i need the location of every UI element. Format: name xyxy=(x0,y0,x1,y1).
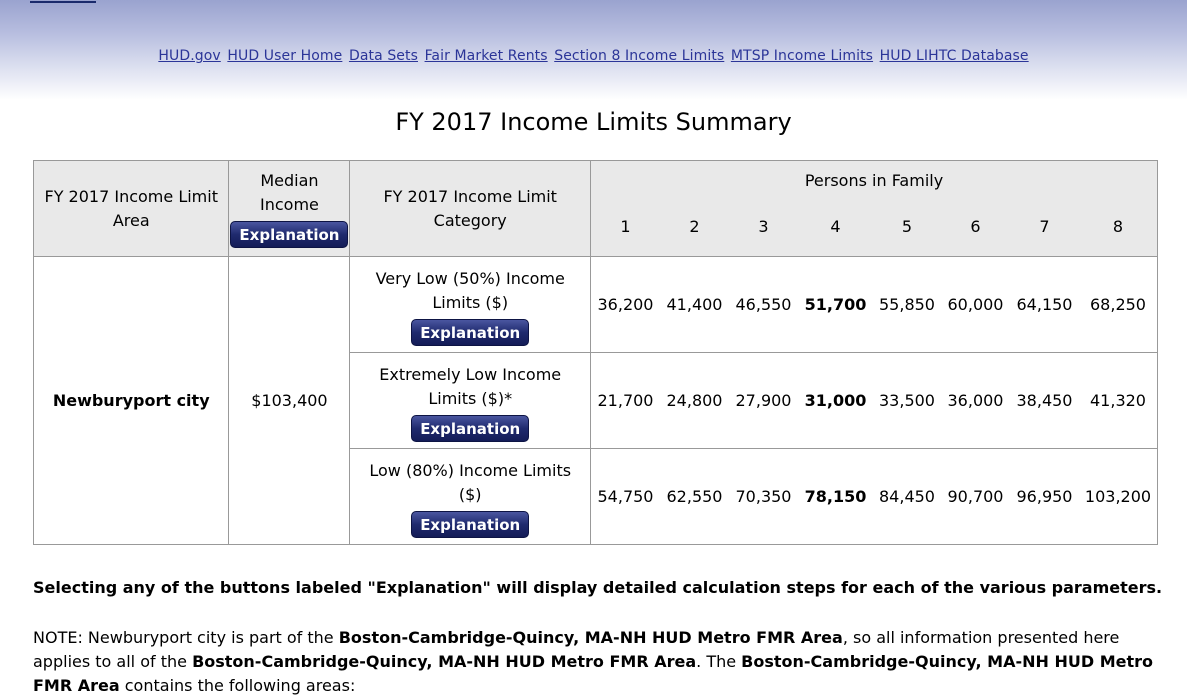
income-limits-table xyxy=(33,160,1158,545)
hud-user-logo[interactable] xyxy=(30,0,96,3)
nav-link-hud-user-home[interactable]: HUD User Home xyxy=(227,48,343,64)
area-name-cell: Newburyport city xyxy=(34,257,229,545)
header-income-limit-category xyxy=(350,161,591,257)
value-6-person: 60,000 xyxy=(947,295,1004,314)
value-5-person: 84,450 xyxy=(879,487,935,506)
header-category-label: FY 2017 Income Limit Category xyxy=(383,186,557,230)
note-mid-1: , so all information presented here applies to all of the xyxy=(33,628,1120,671)
nav-link-hud-lihtc-database[interactable]: HUD LIHTC Database xyxy=(879,48,1029,64)
values-cell xyxy=(591,449,1158,545)
value-8-person: 68,250 xyxy=(1090,295,1146,314)
value-1-person: 54,750 xyxy=(597,487,654,506)
value-6-person: 36,000 xyxy=(947,391,1004,410)
value-4-person: 78,150 xyxy=(804,487,867,506)
note-fmr-area-2: Boston-Cambridge-Quincy, MA-NH HUD Metro FMR Area xyxy=(192,652,697,671)
value-6-person: 90,700 xyxy=(947,487,1004,506)
value-4-person: 31,000 xyxy=(804,391,867,410)
persons-in-family-title: Persons in Family xyxy=(804,171,944,190)
value-3-person: 46,550 xyxy=(735,295,792,314)
category-cell-extremely-low xyxy=(350,353,591,449)
category-label: Extremely Low Income Limits ($)* xyxy=(379,365,562,408)
very-low-explanation-button[interactable]: Explanation xyxy=(411,319,529,346)
value-7-person: 38,450 xyxy=(1016,391,1073,410)
value-8-person: 41,320 xyxy=(1090,391,1146,410)
value-7-person: 64,150 xyxy=(1016,295,1073,314)
fmr-area-note xyxy=(33,626,1163,698)
value-8-person: 103,200 xyxy=(1084,487,1152,506)
top-navigation xyxy=(0,48,1187,64)
value-5-person: 33,500 xyxy=(879,391,935,410)
header-income-limit-area: FY 2017 Income Limit Area xyxy=(34,161,229,257)
persons-col-2: 2 xyxy=(689,217,700,236)
header-median-income xyxy=(229,161,350,257)
value-3-person: 27,900 xyxy=(735,391,792,410)
note-fmr-area-3: Boston-Cambridge-Quincy, MA-NH HUD Metro FMR Area xyxy=(33,652,1153,695)
value-5-person: 55,850 xyxy=(879,295,935,314)
value-1-person: 36,200 xyxy=(597,295,654,314)
note-prefix: NOTE: Newburyport city is part of the xyxy=(33,628,339,647)
value-2-person: 62,550 xyxy=(666,487,723,506)
persons-col-4: 4 xyxy=(830,217,841,236)
persons-col-6: 6 xyxy=(970,217,981,236)
note-mid-2: . The xyxy=(696,652,742,671)
explanation-footnote: Selecting any of the buttons labeled "Explanation" will display detailed calculation steps for each of the various parameters. xyxy=(33,578,1163,597)
persons-col-1: 1 xyxy=(620,217,631,236)
category-label: Low (80%) Income Limits ($) xyxy=(369,461,572,504)
value-4-person: 51,700 xyxy=(804,295,867,314)
nav-link-hud-gov[interactable]: HUD.gov xyxy=(158,48,221,64)
persons-col-8: 8 xyxy=(1112,217,1124,236)
header-median-line1: Median xyxy=(260,171,319,190)
values-cell xyxy=(591,353,1158,449)
extremely-low-explanation-button[interactable]: Explanation xyxy=(411,415,529,442)
value-7-person: 96,950 xyxy=(1016,487,1073,506)
median-income-cell: $103,400 xyxy=(229,257,350,545)
persons-col-7: 7 xyxy=(1039,217,1050,236)
nav-link-data-sets[interactable]: Data Sets xyxy=(348,48,418,64)
nav-link-mtsp-income-limits[interactable]: MTSP Income Limits xyxy=(730,48,874,64)
category-cell-very-low xyxy=(350,257,591,353)
value-1-person: 21,700 xyxy=(597,391,654,410)
value-2-person: 24,800 xyxy=(666,391,723,410)
nav-link-fair-market-rents[interactable]: Fair Market Rents xyxy=(424,48,548,64)
page-title: FY 2017 Income Limits Summary xyxy=(395,108,792,136)
value-2-person: 41,400 xyxy=(666,295,723,314)
note-fmr-area-1: Boston-Cambridge-Quincy, MA-NH HUD Metro FMR Area xyxy=(338,628,843,647)
persons-col-5: 5 xyxy=(901,217,913,236)
low-explanation-button[interactable]: Explanation xyxy=(411,511,529,538)
category-label: Very Low (50%) Income Limits ($) xyxy=(375,269,565,312)
header-median-line2: Income xyxy=(260,195,319,214)
category-cell-low xyxy=(350,449,591,545)
header-persons-in-family xyxy=(591,161,1158,257)
median-explanation-button[interactable]: Explanation xyxy=(230,221,348,248)
values-cell xyxy=(591,257,1158,353)
value-3-person: 70,350 xyxy=(735,487,792,506)
persons-col-3: 3 xyxy=(758,217,769,236)
table-row xyxy=(34,257,1158,353)
note-tail: contains the following areas: xyxy=(119,676,356,695)
nav-link-section8-income-limits[interactable]: Section 8 Income Limits xyxy=(554,48,725,64)
